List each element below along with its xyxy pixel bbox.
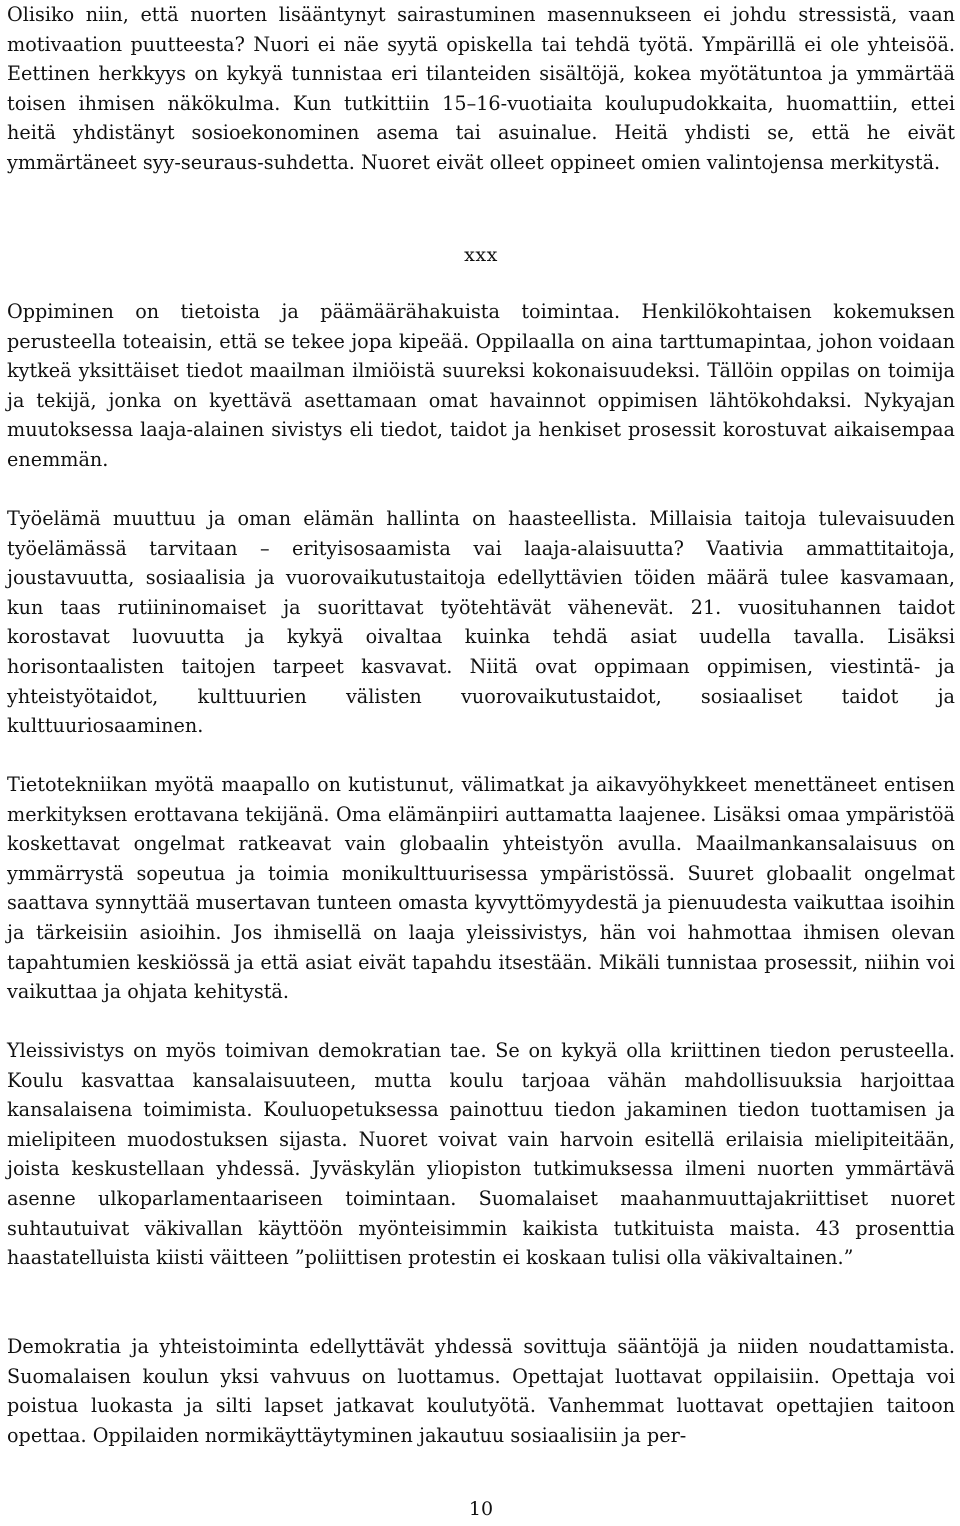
section-separator: xxx (464, 244, 498, 266)
paragraph-working-life: Työelämä muuttuu ja oman elämän hallinta on haasteellista. Millaisia taitoja tulevaisuuden työelämässä tarvitaan – erityisosaamista vai laaja-alaisuutta? Vaativia ammattitaitoja, joustavuutta, sosiaalisia ja vuorovaikutustaitoja edellyttävien töiden määrä tulee kasvamaan, kun taas rutiininomaiset ja suorittavat työtehtävät vähenevät. 21. vuosituhannen taidot korostavat luovuutta ja kykyä oivaltaa kuinka tehdä asiat uudella tavalla. Lisäksi horisontaalisten taitojen tarpeet kasvavat. Niitä ovat oppimaan oppimisen, viestintä- ja yhteistyötaidot, kulttuurien välisten vuorovaikutustaidot, sosiaaliset taidot ja kulttuuriosaaminen. (7, 507, 955, 738)
paragraph-motivation: Olisiko niin, että nuorten lisääntynyt sairastuminen masennukseen ei johdu stressistä, vaan motivaation puutteesta? Nuori ei näe syytä opiskella tai tehdä työtä. Ympärillä ei ole yhteisöä. Eettinen herkkyys on kykyä tunnistaa eri tilanteiden sisältöjä, kokea myötätuntoa ja ymmärtää toisen ihmisen näkökulma. Kun tutkittiin 15–16-vuotiaita koulupudokkaita, huomattiin, ettei heitä yhdistänyt sosioekonominen asema tai asuinalue. Heitä yhdisti se, että he eivät ymmärtäneet syy-seuraus-suhdetta. Nuoret eivät olleet oppineet omien valintojensa merkitystä. (7, 3, 955, 174)
document-page (7, 0, 955, 1526)
paragraph-cooperation: Demokratia ja yhteistoiminta edellyttävät yhdessä sovittuja sääntöjä ja niiden noudattamista. Suomalaisen koulun yksi vahvuus on luottamus. Opettajat luottavat oppilaisiin. Opettaja voi poistua luokasta ja silti lapset jatkavat koulutyötä. Vanhemmat luottavat opettajien taitoon opettaa. Oppilaiden normikäyttäytyminen jakautuu sosiaalisiin ja per- (7, 1335, 955, 1447)
page-number: 10 (468, 1498, 494, 1520)
paragraph-learning: Oppiminen on tietoista ja päämäärähakuista toimintaa. Henkilökohtaisen kokemuksen perusteella toteaisin, että se tekee jopa kipeää. Oppilaalla on aina tarttumapintaa, johon voidaan kytkeä yksittäiset tiedot maailman ilmiöistä suureksi kokonaisuudeksi. Tällöin oppilas on toimija ja tekijä, jonka on kyettävä asettamaan omat havainnot oppimisen lähtökohdaksi. Nykyajan muutoksessa laaja-alainen sivistys eli tiedot, taidot ja henkiset prosessit korostuvat aikaisempaa enemmän. (7, 300, 955, 471)
paragraph-democracy: Yleissivistys on myös toimivan demokratian tae. Se on kykyä olla kriittinen tiedon perusteella. Koulu kasvattaa kansalaisuuteen, mutta koulu tarjoaa vähän mahdollisuuksia harjoittaa kansalaisena toimimista. Kouluopetuksessa painottuu tiedon jakaminen tiedon tuottamisen ja mielipiteen muodostuksen sijasta. Nuoret voivat vain harvoin esitellä erilaisia mielipiteitään, joista keskustellaan yhdessä. Jyväskylän yliopiston tutkimuksessa ilmeni nuorten ymmärtävä asenne ulkoparlamentaariseen toimintaan. Suomalaiset maahanmuuttajakriittiset nuoret suhtautuivat väkivallan käyttöön myönteisimmin kaikista tutkituista maista. 43 prosenttia haastatelluista kiisti väitteen ”poliittisen protestin ei koskaan tulisi olla väkivaltainen.” (7, 1039, 955, 1270)
paragraph-globalization: Tietotekniikan myötä maapallo on kutistunut, välimatkat ja aikavyöhykkeet menettäneet entisen merkityksen erottavana tekijänä. Oma elämänpiiri auttamatta laajenee. Lisäksi omaa ympäristöä koskettavat ongelmat ratkeavat vain globaalin yhteistyön avulla. Maailmankansalaisuus on ymmärrystä sopeutua ja toimia monikulttuurisessa ympäristössä. Suuret globaalit ongelmat saattava synnyttää musertavan tunteen omasta kyvyttömyydestä ja pienuudesta vaikuttaa isoihin ja tärkeisiin asioihin. Jos ihmisellä on laaja yleissivistys, hän voi hahmottaa ihmisen olevan tapahtumien keskiössä ja että asiat eivät tapahdu itsestään. Mikäli tunnistaa prosessit, niihin voi vaikuttaa ja ohjata kehitystä. (7, 773, 955, 1004)
